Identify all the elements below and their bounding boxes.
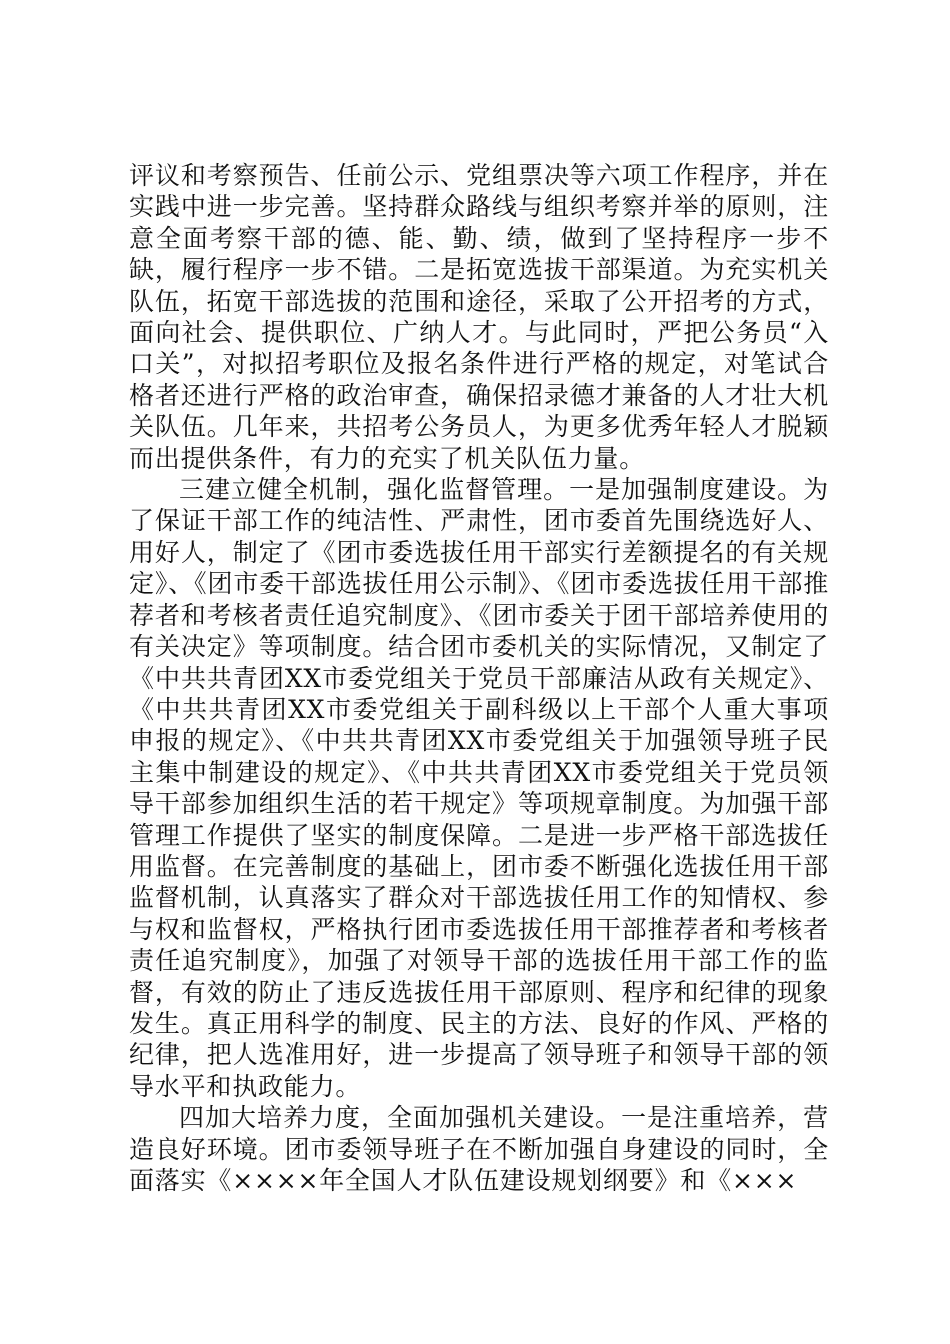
- paragraph-selection-procedures: 评议和考察预告、任前公示、党组票决等六项工作程序，并在实践中进一步完善。坚持群众路线与组织考察并举的原则，注意全面考察干部的德、能、勤、绩，做到了坚持程序一步不缺，履行程序一步不错。二是拓宽选拔干部渠道。为充实机关队伍，拓宽干部选拔的范围和途径，采取了公开招考的方式，面向社会、提供职位、广纳人才。与此同时，严把公务员“入口关”，对拟招考职位及报名条件进行严格的规定，对笔试合格者还进行严格的政治审查，确保招录德才兼备的人才壮大机关队伍。几年来，共招考公务员人，为更多优秀年轻人才脱颖而出提供条件，有力的充实了机关队伍力量。: [129, 161, 829, 473]
- paragraph-supervision-mechanism: 三建立健全机制，强化监督管理。一是加强制度建设。为了保证干部工作的纯洁性、严肃性，团市委首先围绕选好人、用好人，制定了《团市委选拔任用干部实行差额提名的有关规定》、《团市委干部选拔任用公示制》、《团市委选拔任用干部推荐者和考核者责任追究制度》、《团市委关于团干部培养使用的有关决定》等项制度。结合团市委机关的实际情况，又制定了《中共共青团XX市委党组关于党员干部廉洁从政有关规定》、《中共共青团XX市委党组关于副科级以上干部个人重大事项申报的规定》、《中共共青团XX市委党组关于加强领导班子民主集中制建设的规定》、《中共共青团XX市委党组关于党员领导干部参加组织生活的若干规定》等项规章制度。为加强干部管理工作提供了坚实的制度保障。二是进一步严格干部选拔任用监督。在完善制度的基础上，团市委不断强化选拔任用干部监督机制，认真落实了群众对干部选拔任用工作的知情权、参与权和监督权，严格执行团市委选拔任用干部推荐者和考核者责任追究制度》，加强了对领导干部的选拔任用干部工作的监督，有效的防止了违反选拔任用干部原则、程序和纪律的现象发生。真正用科学的制度、民主的方法、良好的作风、严格的纪律，把人选准用好，进一步提高了领导班子和领导干部的领导水平和执政能力。: [129, 475, 829, 1101]
- document-body: [129, 160, 829, 1196]
- paragraph-training-efforts: 四加大培养力度，全面加强机关建设。一是注重培养，营造良好环境。团市委领导班子在不断加强自身建设的同时，全面落实《××××年全国人才队伍建设规划纲要》和《×××: [129, 1103, 829, 1195]
